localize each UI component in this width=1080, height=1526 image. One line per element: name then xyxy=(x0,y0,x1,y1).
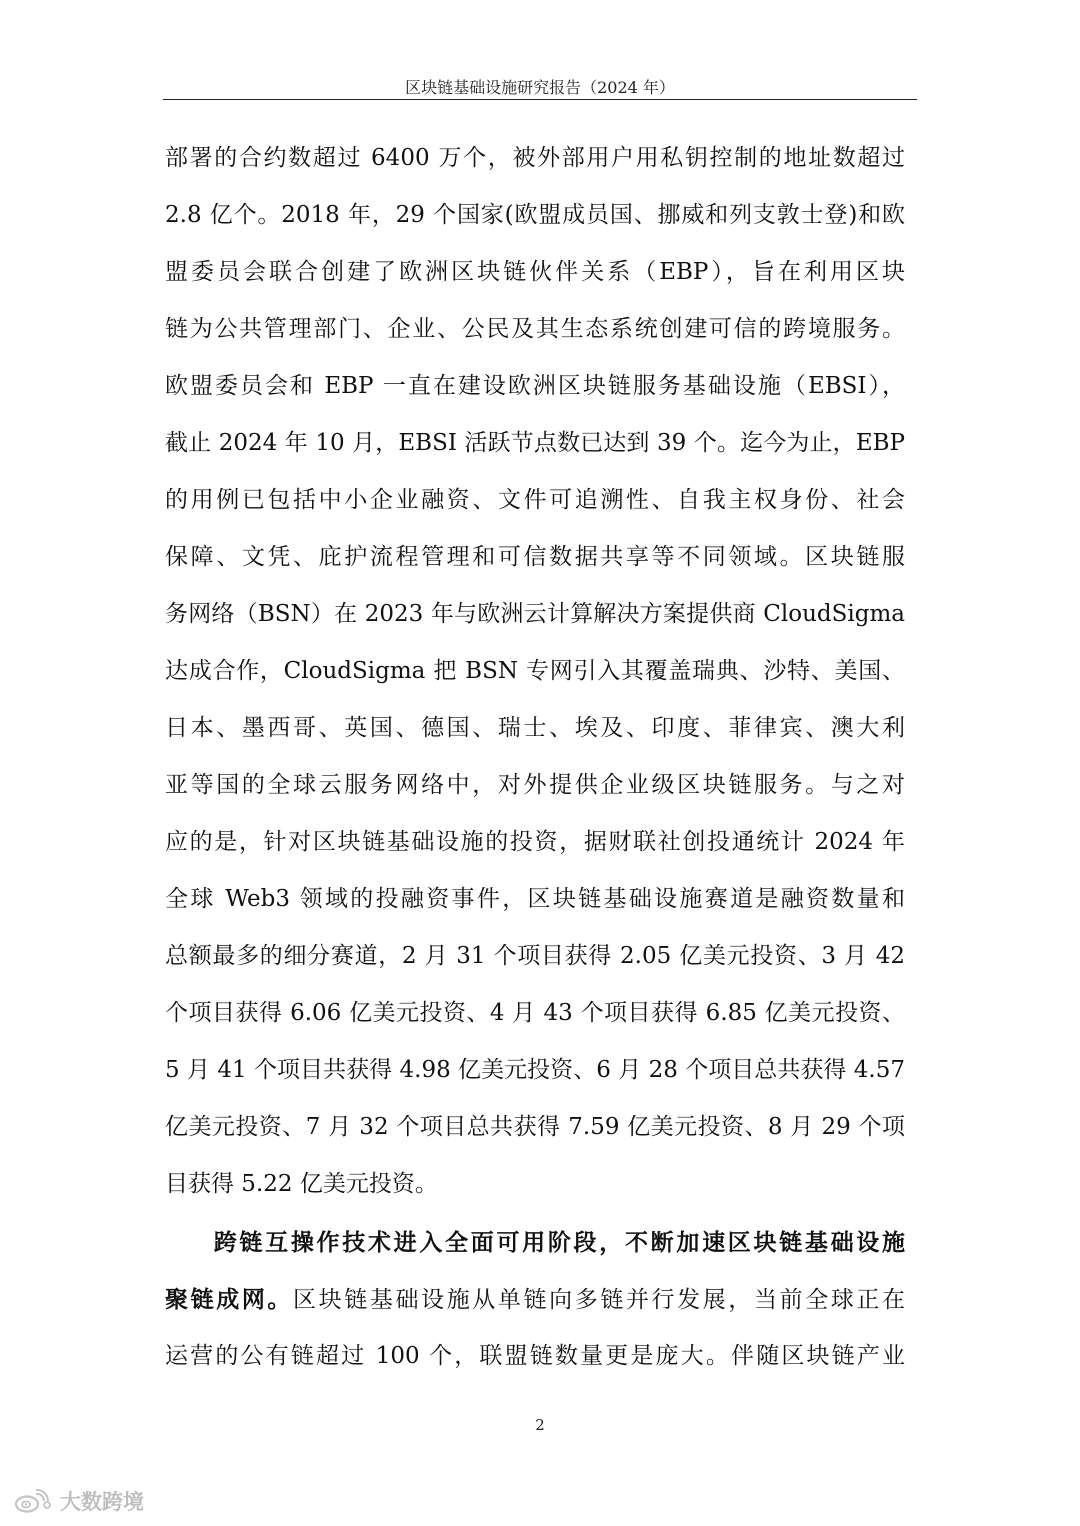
text-line: 截止 2024 年 10 月，EBSI 活跃节点数已达到 39 个。迄今为止，EBP xyxy=(165,430,905,456)
weibo-icon xyxy=(14,1489,54,1513)
text-line: 的用例已包括中小企业融资、文件可追溯性、自我主权身份、社会 xyxy=(165,487,905,513)
text-line: 保障、文凭、庇护流程管理和可信数据共享等不同领域。区块链服 xyxy=(165,544,905,570)
page-number: 2 xyxy=(535,1416,545,1434)
text-line: 盟委员会联合创建了欧洲区块链伙伴关系（EBP），旨在利用区块 xyxy=(165,259,905,285)
text-line: 全球 Web3 领域的投融资事件，区块链基础设施赛道是融资数量和 xyxy=(165,886,905,912)
text-line xyxy=(165,1271,905,1328)
text-line: 2.8 亿个。2018 年，29 个国家(欧盟成员国、挪威和列支敦士登)和欧 xyxy=(165,202,905,228)
text-line: 达成合作，CloudSigma 把 BSN 专网引入其覆盖瑞典、沙特、美国、 xyxy=(165,658,905,684)
watermark-text: 大数跨境 xyxy=(60,1490,144,1514)
watermark xyxy=(14,1488,144,1514)
text-line: 目获得 5.22 亿美元投资。 xyxy=(165,1171,438,1197)
text-line: 亚等国的全球云服务网络中，对外提供企业级区块链服务。与之对 xyxy=(165,772,905,798)
text-line: 总额最多的细分赛道，2 月 31 个项目获得 2.05 亿美元投资、3 月 42 xyxy=(165,943,905,969)
text-line: 运营的公有链超过 100 个，联盟链数量更是庞大。伴随区块链产业 xyxy=(165,1343,905,1369)
text-line: 链为公共管理部门、企业、公民及其生态系统创建可信的跨境服务。 xyxy=(165,316,905,342)
text-run: 区块链基础设施从单链向多链并行发展，当前全球正在 xyxy=(293,1287,906,1313)
text-line: 个项目获得 6.06 亿美元投资、4 月 43 个项目获得 6.85 亿美元投资、 xyxy=(165,1000,905,1026)
text-line: 务网络（BSN）在 2023 年与欧洲云计算解决方案提供商 CloudSigma xyxy=(165,601,905,627)
text-line: 日本、墨西哥、英国、德国、瑞士、埃及、印度、菲律宾、澳大利 xyxy=(165,715,905,741)
bold-lead-text: 聚链成网。 xyxy=(165,1286,294,1313)
text-line: 欧盟委员会和 EBP 一直在建设欧洲区块链服务基础设施（EBSI）， xyxy=(165,373,905,399)
header-rule xyxy=(163,99,917,100)
paragraph-heading-line xyxy=(165,1214,905,1271)
text-line: 亿美元投资、7 月 32 个项目总共获得 7.59 亿美元投资、8 月 29 个项 xyxy=(165,1114,905,1140)
page-header: 区块链基础设施研究报告（2024 年） xyxy=(405,78,675,97)
text-line: 应的是，针对区块链基础设施的投资，据财联社创投通统计 2024 年 xyxy=(165,829,905,855)
body-text xyxy=(165,130,905,1385)
text-line: 5 月 41 个项目共获得 4.98 亿美元投资、6 月 28 个项目总共获得 4.57 xyxy=(165,1057,905,1083)
bold-lead-text: 跨链互操作技术进入全面可用阶段，不断加速区块链基础设施 xyxy=(211,1229,905,1256)
text-line: 部署的合约数超过 6400 万个，被外部用户用私钥控制的地址数超过 xyxy=(165,145,905,171)
